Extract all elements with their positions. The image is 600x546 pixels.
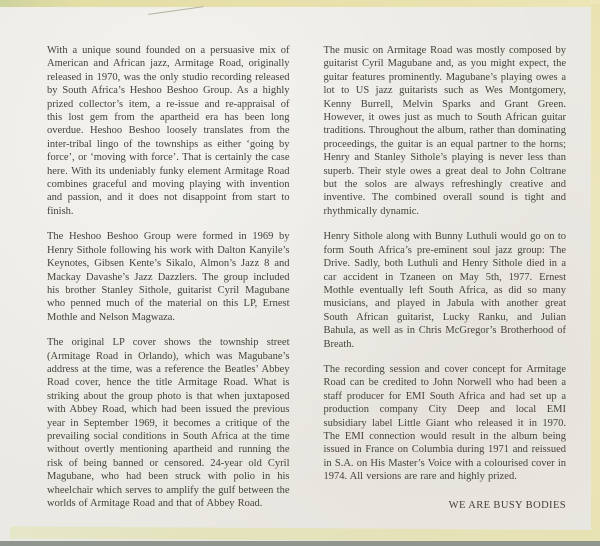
scratch-mark — [148, 6, 204, 15]
scanner-bed-strip — [0, 541, 600, 546]
liner-notes-right-paragraphs — [324, 44, 567, 484]
credit-line: WE ARE BUSY BODIES — [448, 499, 566, 511]
paragraph: Henry Sithole along with Bunny Luthuli would go on to form South Africa’s pre-eminent soul jazz group: The Drive. Sadly, both Luthuli and Henry Sithole died in a car accident in Tzaneen on May 5th, 1977. Ernest Mothle eventually left South Africa, as did so many musicians, and played in Jabula with another great South African guitarist, Lucky Ranku, and Julian Bahula, as well as in Chris McGregor’s Brotherhood of Breath. — [323, 231, 566, 350]
liner-notes-left-column — [47, 44, 290, 522]
paragraph: The original LP cover shows the township street (Armitage Road in Orlando), which was Magubane’s address at the time, was a reference the Beatles’ Abbey Road cover, hence the title Armitage Road. What is striking about the group photo is that when juxtaposed with Abbey Road, which had been issued the previous year in September 1969, it becomes a critique of the prevailing social conditions in South Africa at the time without overtly mentioning apartheid and running the risk of being banned or censored. 24-year old Cyril Magubane, who had been struck with polio in his wheelchair which serves to amplify the gulf between the worlds of Armitage Road and that of Abbey Road. — [47, 337, 290, 509]
paragraph: The Heshoo Beshoo Group were formed in 1969 by Henry Sithole following his work with Dalton Kanyile’s Keynotes, Gibsen Kente’s Sikalo, Almon’s Jazz 8 and Mackay Davashe’s Jazz Dazzlers. The group included his brother Stanley Sithole, guitarist Cyril Magubane who penned much of the material on this LP, Ernest Mothle and Nelson Magwaza. — [47, 231, 290, 323]
sleeve-bottom-edge — [10, 526, 600, 542]
paragraph: The music on Armitage Road was mostly composed by guitarist Cyril Magubane and, as you might expect, the guitar features prominently. Magubane’s playing owes a lot to US jazz guitarists such as Wes Montgomery, Kenny Burrell, Melvin Sparks and Grant Green. However, it owes just as much to South African guitar traditions. Throughout the album, rather than dominating proceedings, the guitar is an equal partner to the horns; Henry and Stanley Sithole’s playing is never less than superb. Their style owes a great deal to John Coltrane but the solos are always refreshingly creative and inventive. The combined overall sound is tight and rhythmically dynamic. — [323, 45, 567, 217]
sleeve-right-edge — [591, 4, 600, 542]
liner-notes — [47, 44, 566, 522]
paragraph: The recording session and cover concept for Armitage Road can be credited to John Norwell who had been a staff producer for EMI South Africa and had set up a production company City Deep and local EMI subsidiary label Little Giant who released it in 1970. The EMI connection would result in the album being issued in France on Columbia during 1971 and reissued in S.A. on His Master’s Voice with a colourised cover in 1974. All versions are rare and highly prized. — [323, 363, 566, 483]
sleeve-top-edge — [0, 0, 600, 7]
liner-notes-right-column — [324, 44, 567, 522]
paragraph: With a unique sound founded on a persuasive mix of American and African jazz, Armitage Road, originally released in 1970, was the only studio recording released by South Africa’s Heshoo Beshoo Group. As a highly prized collector’s item, a re-issue and re-appraisal of this lost gem from the apartheid era has been long overdue. Heshoo Beshoo loosely translates from the inter-tribal lingo of the townships as either ‘going by force’, or ‘moving with force’. That is certainly the case here. With its undeniably funky element Armitage Road combines graceful and moving playing with invention and passion, and it does not disappoint from start to finish. — [47, 45, 290, 217]
